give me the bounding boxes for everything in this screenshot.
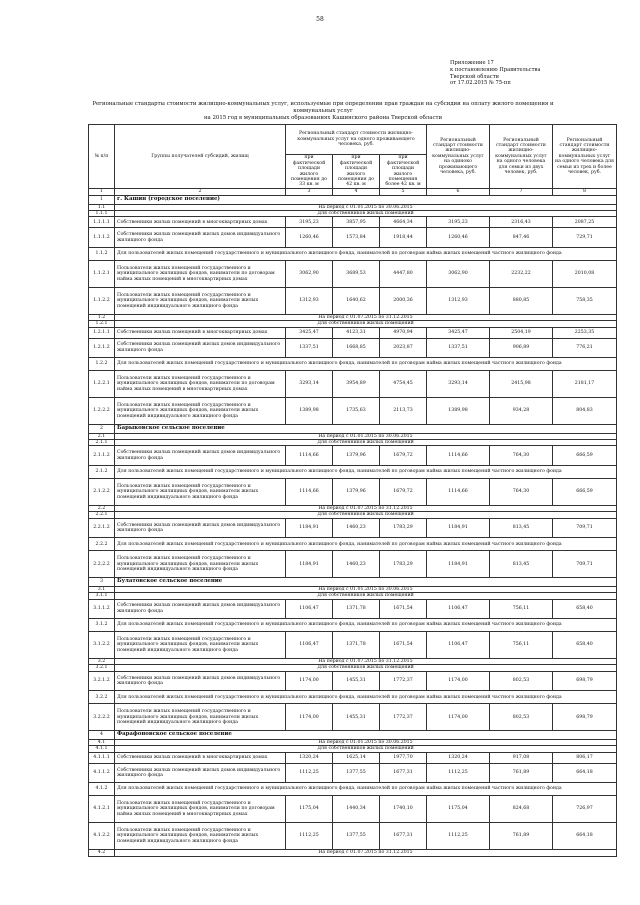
standard-value: 1112,25 (286, 763, 333, 783)
table-row (89, 446, 617, 466)
column-number-row (89, 189, 617, 196)
standard-value: 813,45 (490, 518, 553, 538)
row-number: 4.1.1 (89, 746, 115, 752)
column-number: 8 (553, 189, 617, 196)
standard-value: 1783,29 (380, 518, 427, 538)
period-label: Для собственников жилых помещений (115, 665, 617, 671)
row-number: 3 (89, 578, 115, 587)
standard-value: 1377,55 (333, 823, 380, 850)
standard-value: 1175,04 (427, 796, 490, 823)
period-label: Для собственников жилых помещений (115, 746, 617, 752)
appendix-line: от 17.02.2015 № 75-пп (450, 80, 511, 87)
recipient-group: Собственники жилых помещений жилых домов индивидуального жилищного фонда (115, 338, 286, 358)
standard-value: 1174,00 (286, 704, 333, 731)
period-label: На период с 01.07.2015 по 31.12.2015 (115, 314, 617, 320)
recipient-group: Собственники жилых помещений в многоквартирных домах (115, 217, 286, 228)
standard-value: 1460,23 (333, 518, 380, 538)
standard-value: 1112,25 (286, 823, 333, 850)
standard-value: 764,30 (490, 478, 553, 505)
standard-value: 698,79 (553, 704, 617, 731)
standard-value: 1389,98 (286, 398, 333, 425)
standard-value: 1977,70 (380, 752, 427, 763)
row-number: 1.2.1.2 (89, 338, 115, 358)
standard-value: 2504,19 (490, 327, 553, 338)
row-number: 1.2.2 (89, 358, 115, 371)
row-number: 3.2.2.2 (89, 704, 115, 731)
recipient-group: Пользователи жилых помещений государственного и муниципального жилищных фондов, наниматели жилых помещений индивидуального жилищного фонда (115, 478, 286, 505)
group-description: Для пользователей жилых помещений государственного и муниципального жилищного фонда, нанимателей по договорам найма жилых помещений частного жилищного фонда (115, 619, 617, 632)
table-row (89, 371, 617, 398)
column-number: 4 (333, 189, 380, 196)
standard-value: 3689,53 (333, 260, 380, 287)
standard-value: 1379,96 (333, 446, 380, 466)
standard-value: 1371,78 (333, 599, 380, 619)
standard-value: 1337,51 (427, 338, 490, 358)
standard-value: 709,71 (553, 518, 617, 538)
header-rs-over: при фактической площади жилого помещения более 42 кв. м (380, 155, 427, 189)
row-number: 1.2.1 (89, 321, 115, 327)
standard-value: 2113,73 (380, 398, 427, 425)
standard-value: 658,40 (553, 632, 617, 659)
period-label: На период с 01.07.2015 по 31.12.2015 (115, 850, 617, 856)
row-number: 4.2 (89, 850, 115, 856)
column-number: 5 (380, 189, 427, 196)
standard-value: 1679,72 (380, 446, 427, 466)
recipient-group: Собственники жилых помещений в многоквартирных домах (115, 327, 286, 338)
table-row (89, 228, 617, 248)
column-number: 6 (427, 189, 490, 196)
row-number: 1.1.2 (89, 247, 115, 260)
row-number: 3.2.1 (89, 665, 115, 671)
row-number: 2.1.2.2 (89, 478, 115, 505)
group-description: Для пользователей жилых помещений государственного и муниципального жилищного фонда, нанимателей по договорам найма жилых помещений частного жилищного фонда (115, 538, 617, 551)
standard-value: 2181,17 (553, 371, 617, 398)
standard-value: 1184,91 (286, 518, 333, 538)
standards-table (88, 124, 617, 857)
standard-value: 802,53 (490, 671, 553, 691)
standard-value: 756,11 (490, 632, 553, 659)
standard-value: 1175,04 (286, 796, 333, 823)
row-number: 2.1.1 (89, 440, 115, 446)
recipient-group: Собственники жилых помещений жилых домов индивидуального жилищного фонда (115, 763, 286, 783)
period-label: На период с 01.01.2015 по 30.06.2015 (115, 739, 617, 745)
row-number: 1.1.1 (89, 210, 115, 216)
period-label: На период с 01.01.2015 по 30.06.2015 (115, 204, 617, 210)
table-row (89, 398, 617, 425)
table-row (89, 327, 617, 338)
header-std-single: Региональный стандарт стоимости жилищно-коммунальных услуг на одиноко проживающего человека, руб. (427, 125, 490, 189)
standard-value: 2316,43 (490, 217, 553, 228)
row-number: 2.1 (89, 433, 115, 439)
row-number: 3.1 (89, 586, 115, 592)
row-number: 2.2 (89, 505, 115, 511)
column-number: 1 (89, 189, 115, 196)
section-title: г. Кашин (городское поселение) (115, 196, 617, 205)
standard-value: 1174,00 (286, 671, 333, 691)
table-row (89, 704, 617, 731)
standard-value: 3425,47 (427, 327, 490, 338)
recipient-group: Пользователи жилых помещений государственного и муниципального жилищных фондов, наниматели по договорам найма жилых помещений в многоквартирных домах (115, 260, 286, 287)
recipient-group: Пользователи жилых помещений государственного и муниципального жилищных фондов, наниматели жилых помещений индивидуального жилищного фонда (115, 823, 286, 850)
standard-value: 1320,24 (427, 752, 490, 763)
period-label: Для собственников жилых помещений (115, 512, 617, 518)
row-number: 4.1.2.2 (89, 823, 115, 850)
standard-value: 934,28 (490, 398, 553, 425)
standard-value: 664,18 (553, 823, 617, 850)
group-description: Для пользователей жилых помещений государственного и муниципального жилищного фонда, нанимателей по договорам найма жилых помещений частного жилищного фонда (115, 358, 617, 371)
column-number: 2 (115, 189, 286, 196)
recipient-group: Собственники жилых помещений в многоквартирных домах (115, 752, 286, 763)
standard-value: 1184,91 (427, 518, 490, 538)
appendix-line: Тверской области (450, 73, 500, 80)
standard-value: 3857,95 (333, 217, 380, 228)
row-number: 4.1.1.2 (89, 763, 115, 783)
group-description: Для пользователей жилых помещений государственного и муниципального жилищного фонда, нанимателей по договорам найма жилых помещений частного жилищного фонда (115, 691, 617, 704)
standard-value: 3062,90 (286, 260, 333, 287)
table-row (89, 599, 617, 619)
standard-value: 666,59 (553, 478, 617, 505)
row-number: 3.1.2 (89, 619, 115, 632)
standard-value: 1455,31 (333, 671, 380, 691)
column-number: 3 (286, 189, 333, 196)
standard-value: 1174,00 (427, 704, 490, 731)
standard-value: 1312,93 (286, 287, 333, 314)
standard-value: 1114,66 (427, 478, 490, 505)
row-number: 3.2.1.2 (89, 671, 115, 691)
appendix-note (450, 60, 620, 87)
standard-value: 756,11 (490, 599, 553, 619)
recipient-group: Пользователи жилых помещений государственного и муниципального жилищных фондов, наниматели жилых помещений индивидуального жилищного фонда (115, 398, 286, 425)
row-number: 2.1.2 (89, 465, 115, 478)
standard-value: 1184,91 (286, 551, 333, 578)
row-number: 2.2.2.2 (89, 551, 115, 578)
standard-value: 3195,23 (286, 217, 333, 228)
standard-value: 758,35 (553, 287, 617, 314)
recipient-group: Пользователи жилых помещений государственного и муниципального жилищных фондов, наниматели жилых помещений индивидуального жилищного фонда (115, 287, 286, 314)
standard-value: 698,79 (553, 671, 617, 691)
table-row (89, 578, 617, 587)
standard-value: 1918,44 (380, 228, 427, 248)
row-number: 2.1.1.2 (89, 446, 115, 466)
row-number: 1.1 (89, 204, 115, 210)
period-label: На период с 01.07.2015 по 31.12.2015 (115, 505, 617, 511)
header-rs-42: при фактической площади жилого помещения до 42 кв. м (333, 155, 380, 189)
standard-value: 764,30 (490, 446, 553, 466)
row-number: 3.1.1.2 (89, 599, 115, 619)
table-row (89, 823, 617, 850)
standard-value: 3425,47 (286, 327, 333, 338)
header-num: № п/п (89, 125, 115, 189)
standard-value: 761,89 (490, 763, 553, 783)
table-row (89, 425, 617, 434)
standard-value: 806,17 (553, 752, 617, 763)
group-description: Для пользователей жилых помещений государственного и муниципального жилищного фонда, нанимателей по договорам найма жилых помещений частного жилищного фонда (115, 247, 617, 260)
table-row (89, 465, 617, 478)
table-row (89, 538, 617, 551)
row-number: 2 (89, 425, 115, 434)
table-row (89, 671, 617, 691)
table-row (89, 783, 617, 796)
standard-value: 813,45 (490, 551, 553, 578)
standard-value: 1114,66 (427, 446, 490, 466)
standard-value: 1440,34 (333, 796, 380, 823)
row-number: 1.2 (89, 314, 115, 320)
standard-value: 1772,37 (380, 704, 427, 731)
standard-value: 1112,25 (427, 823, 490, 850)
row-number: 1.2.2.2 (89, 398, 115, 425)
table-row (89, 850, 617, 856)
standard-value: 1114,66 (286, 446, 333, 466)
standard-value: 2087,25 (553, 217, 617, 228)
row-number: 4.1.2 (89, 783, 115, 796)
header-group: Группы получателей субсидий, жилищ (115, 125, 286, 189)
period-label: На период с 01.01.2015 по 30.06.2015 (115, 433, 617, 439)
recipient-group: Пользователи жилых помещений государственного и муниципального жилищных фондов, наниматели жилых помещений индивидуального жилищного фонда (115, 551, 286, 578)
recipient-group: Собственники жилых помещений жилых домов индивидуального жилищного фонда (115, 446, 286, 466)
section-title: Булатовское сельское поселение (115, 578, 617, 587)
page-number: 58 (316, 16, 324, 23)
standard-value: 1106,47 (286, 599, 333, 619)
standard-value: 1783,29 (380, 551, 427, 578)
recipient-group: Пользователи жилых помещений государственного и муниципального жилищных фондов, наниматели по договорам найма жилых помещений в многоквартирных домах (115, 371, 286, 398)
row-number: 1 (89, 196, 115, 205)
recipient-group: Пользователи жилых помещений государственного и муниципального жилищных фондов, наниматели жилых помещений индивидуального жилищного фонда (115, 632, 286, 659)
row-number: 3.1.2.2 (89, 632, 115, 659)
standard-value: 1260,46 (286, 228, 333, 248)
standard-value: 2000,36 (380, 287, 427, 314)
table-row (89, 763, 617, 783)
section-title: Фарафоновское сельское поселение (115, 731, 617, 740)
column-number: 7 (490, 189, 553, 196)
period-label: Для собственников жилых помещений (115, 593, 617, 599)
header-rs-group: Региональный стандарт стоимости жилищно-коммунальных услуг на одного проживающего человека, руб. (286, 125, 427, 155)
table-row (89, 551, 617, 578)
row-number: 2.2.2 (89, 538, 115, 551)
table-row (89, 217, 617, 228)
standard-value: 658,40 (553, 599, 617, 619)
standard-value: 666,59 (553, 446, 617, 466)
standard-value: 847,46 (490, 228, 553, 248)
standard-value: 2253,35 (553, 327, 617, 338)
document-title (88, 101, 558, 123)
row-number: 2.2.1.2 (89, 518, 115, 538)
standard-value: 1312,93 (427, 287, 490, 314)
header-std-three: Региональный стандарт стоимости жилищно-коммунальных услуг на одного человека для семьи из трех и более человек, руб. (553, 125, 617, 189)
header-std-two: Региональный стандарт стоимости жилищно-коммунальных услуг на одного человека для семьи из двух человек, руб. (490, 125, 553, 189)
standard-value: 1112,25 (427, 763, 490, 783)
table-row (89, 632, 617, 659)
standard-value: 1184,91 (427, 551, 490, 578)
table-body (89, 196, 617, 857)
standard-value: 1106,47 (286, 632, 333, 659)
table-row (89, 287, 617, 314)
standard-value: 2232,22 (490, 260, 553, 287)
row-number: 3.2 (89, 659, 115, 665)
standard-value: 3293,14 (427, 371, 490, 398)
row-number: 1.1.2.1 (89, 260, 115, 287)
standard-value: 1668,85 (333, 338, 380, 358)
standard-value: 2010,08 (553, 260, 617, 287)
standard-value: 1106,47 (427, 599, 490, 619)
table-row (89, 752, 617, 763)
standard-value: 1679,72 (380, 478, 427, 505)
standard-value: 4754,45 (380, 371, 427, 398)
standard-value: 664,18 (553, 763, 617, 783)
recipient-group: Пользователи жилых помещений государственного и муниципального жилищных фондов, наниматели жилых помещений индивидуального жилищного фонда (115, 704, 286, 731)
row-number: 4.1.2.1 (89, 796, 115, 823)
table-row (89, 619, 617, 632)
standard-value: 1772,37 (380, 671, 427, 691)
table-row (89, 247, 617, 260)
table-row (89, 796, 617, 823)
standard-value: 1174,00 (427, 671, 490, 691)
standard-value: 1677,31 (380, 763, 427, 783)
standard-value: 4123,31 (333, 327, 380, 338)
recipient-group: Пользователи жилых помещений государственного и муниципального жилищных фондов, наниматели по договорам найма жилых помещений в многоквартирных домах (115, 796, 286, 823)
standard-value: 1455,31 (333, 704, 380, 731)
standard-value: 2023,87 (380, 338, 427, 358)
standard-value: 3293,14 (286, 371, 333, 398)
standard-value: 1389,98 (427, 398, 490, 425)
standard-value: 729,71 (553, 228, 617, 248)
row-number: 1.2.1.1 (89, 327, 115, 338)
table-row (89, 731, 617, 740)
period-label: На период с 01.07.2015 по 31.12.2015 (115, 659, 617, 665)
group-description: Для пользователей жилых помещений государственного и муниципального жилищного фонда, нанимателей по договорам найма жилых помещений частного жилищного фонда (115, 465, 617, 478)
standard-value: 1573,84 (333, 228, 380, 248)
recipient-group: Собственники жилых помещений жилых домов индивидуального жилищного фонда (115, 228, 286, 248)
standard-value: 804,83 (553, 398, 617, 425)
row-number: 1.1.1.1 (89, 217, 115, 228)
table-row (89, 260, 617, 287)
standard-value: 4447,80 (380, 260, 427, 287)
standard-value: 2415,98 (490, 371, 553, 398)
standard-value: 1320,24 (286, 752, 333, 763)
period-label: Для собственников жилых помещений (115, 440, 617, 446)
period-label: Для собственников жилых помещений (115, 321, 617, 327)
standard-value: 1671,54 (380, 632, 427, 659)
standard-value: 1114,66 (286, 478, 333, 505)
row-number: 4 (89, 731, 115, 740)
period-label: Для собственников жилых помещений (115, 210, 617, 216)
standard-value: 1460,23 (333, 551, 380, 578)
standard-value: 1625,14 (333, 752, 380, 763)
standard-value: 1735,63 (333, 398, 380, 425)
table-row (89, 691, 617, 704)
table-row (89, 196, 617, 205)
row-number: 3.2.2 (89, 691, 115, 704)
row-number: 4.1.1.1 (89, 752, 115, 763)
standard-value: 1671,54 (380, 599, 427, 619)
header-rs-33: при фактической площади жилого помещения до 33 кв. м (286, 155, 333, 189)
row-number: 1.1.1.2 (89, 228, 115, 248)
standard-value: 4664,34 (380, 217, 427, 228)
standard-value: 3062,90 (427, 260, 490, 287)
standard-value: 1106,47 (427, 632, 490, 659)
standard-value: 1371,78 (333, 632, 380, 659)
standard-value: 802,53 (490, 704, 553, 731)
standard-value: 709,71 (553, 551, 617, 578)
standard-value: 726,97 (553, 796, 617, 823)
recipient-group: Собственники жилых помещений жилых домов индивидуального жилищного фонда (115, 671, 286, 691)
group-description: Для пользователей жилых помещений государственного и муниципального жилищного фонда, нанимателей по договорам найма жилых помещений частного жилищного фонда (115, 783, 617, 796)
table-row (89, 358, 617, 371)
period-label: На период с 01.01.2015 по 30.06.2015 (115, 586, 617, 592)
recipient-group: Собственники жилых помещений жилых домов индивидуального жилищного фонда (115, 518, 286, 538)
title-line: Региональные стандарты стоимости жилищно-коммунальных услуг, используемые при определении прав граждан на субсидии на оплату жилого помещения и коммунальных услуг (92, 101, 554, 115)
row-number: 3.1.1 (89, 593, 115, 599)
standard-value: 906,89 (490, 338, 553, 358)
standard-value: 1377,55 (333, 763, 380, 783)
section-title: Барыковское сельское поселение (115, 425, 617, 434)
row-number: 2.2.1 (89, 512, 115, 518)
recipient-group: Собственники жилых помещений жилых домов индивидуального жилищного фонда (115, 599, 286, 619)
row-number: 1.1.2.2 (89, 287, 115, 314)
standard-value: 4970,94 (380, 327, 427, 338)
standard-value: 824,68 (490, 796, 553, 823)
row-number: 1.2.2.1 (89, 371, 115, 398)
standard-value: 1379,96 (333, 478, 380, 505)
appendix-line: к постановлению Правительства (450, 66, 541, 73)
table-row (89, 338, 617, 358)
table-row (89, 518, 617, 538)
standard-value: 761,89 (490, 823, 553, 850)
standard-value: 776,21 (553, 338, 617, 358)
standard-value: 1260,46 (427, 228, 490, 248)
standard-value: 3195,23 (427, 217, 490, 228)
appendix-line: Приложение 17 (450, 60, 494, 66)
standard-value: 3954,89 (333, 371, 380, 398)
title-line: на 2015 год в муниципальных образованиях Кашинского района Тверской области (203, 115, 443, 122)
table-row (89, 478, 617, 505)
standard-value: 880,85 (490, 287, 553, 314)
standard-value: 1740,10 (380, 796, 427, 823)
standard-value: 917,08 (490, 752, 553, 763)
standard-value: 1640,62 (333, 287, 380, 314)
row-number: 4.1 (89, 739, 115, 745)
standard-value: 1337,51 (286, 338, 333, 358)
standard-value: 1677,31 (380, 823, 427, 850)
